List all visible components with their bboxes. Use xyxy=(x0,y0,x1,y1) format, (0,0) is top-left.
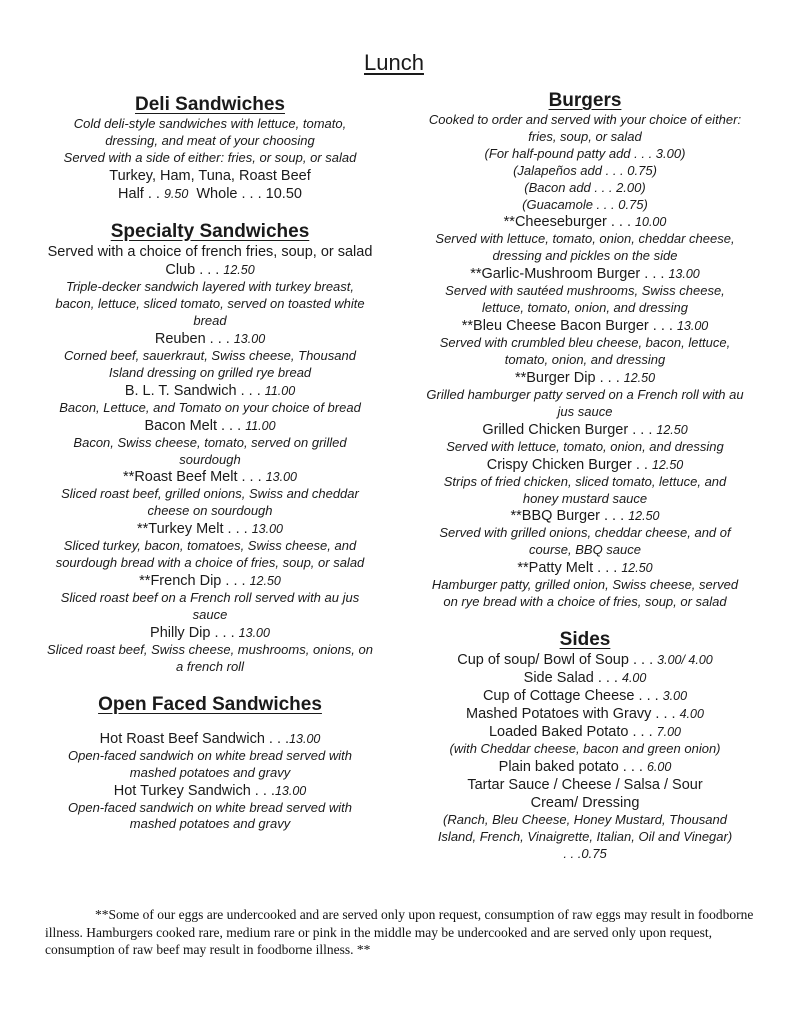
item-price: 13.00 xyxy=(676,319,709,334)
item-desc: Served with grilled onions, cheddar cheese, and of course, BBQ sauce xyxy=(439,525,731,558)
item-price: 10.00 xyxy=(635,215,667,230)
item-name: Reuben . . . xyxy=(154,330,230,347)
item-name: **Burger Dip . . . xyxy=(514,369,620,386)
side-item xyxy=(425,651,745,669)
side-item-desc: (with Cheddar cheese, bacon and green onion) xyxy=(449,741,721,757)
item-price: 13.00 xyxy=(251,522,283,537)
condiments-desc: (Ranch, Bleu Cheese, Honey Mustard, Thousand Island, French, Vinaigrette, Italian, Oil and Vinegar) xyxy=(437,811,733,844)
item-name: Grilled Chicken Burger . . . xyxy=(482,421,653,438)
item-name: Crispy Chicken Burger . . xyxy=(486,456,648,473)
section-title-open-faced: Open Faced Sandwiches xyxy=(98,693,322,715)
item-desc: Bacon, Lettuce, and Tomato on your choice of bread xyxy=(59,399,361,415)
condiments-price: . . .0.75 xyxy=(563,845,607,861)
item-name: Philly Dip . . . xyxy=(150,624,235,641)
item-desc: Hamburger patty, grilled onion, Swiss cheese, served on rye bread with a choice of fries, soup, or salad xyxy=(431,577,739,610)
item-name: Bacon Melt . . . xyxy=(144,417,242,434)
side-item xyxy=(425,687,745,705)
open-faced-sandwiches-section xyxy=(45,694,375,834)
item-desc: Corned beef, sauerkraut, Swiss cheese, Thousand Island dressing on grilled rye bread xyxy=(64,347,356,380)
item-desc: Sliced turkey, bacon, tomatoes, Swiss cheese, and sourdough bread with a choice of fries, soup, or salad xyxy=(55,538,365,571)
item-desc: Served with lettuce, tomato, onion, and dressing xyxy=(446,438,724,454)
item-price: 11.00 xyxy=(264,383,296,398)
deli-meats: Turkey, Ham, Tuna, Roast Beef xyxy=(109,167,311,184)
burger-addon: (For half-pound patty add . . . 3.00) xyxy=(484,145,686,161)
burger-addon: (Guacamole . . . 0.75) xyxy=(522,196,648,212)
item-price: 6.00 xyxy=(646,759,672,774)
item-price: 13.00 xyxy=(238,625,270,640)
section-title-burgers: Burgers xyxy=(548,90,622,111)
item-name: Hot Roast Beef Sandwich . . . xyxy=(99,730,290,747)
item-price: 13.00 xyxy=(265,470,297,485)
menu-item xyxy=(45,468,375,520)
menu-item xyxy=(425,265,745,317)
deli-desc-line: Cold deli-style sandwiches with lettuce, tomato, xyxy=(73,116,347,131)
item-price: 12.50 xyxy=(223,263,255,278)
item-desc: Triple-decker sandwich layered with turkey breast, bacon, lettuce, sliced tomato, served on toasted white bread xyxy=(55,279,365,329)
menu-item xyxy=(45,572,375,624)
item-price: 12.50 xyxy=(621,561,653,576)
menu-item xyxy=(425,456,745,508)
item-name: Club . . . xyxy=(165,262,220,279)
item-name: Loaded Baked Potato . . . xyxy=(488,724,653,741)
item-price: 13.00 xyxy=(233,331,266,346)
deli-half-label: Half . . xyxy=(118,185,160,202)
section-title-sides: Sides xyxy=(559,629,611,651)
menu-item xyxy=(45,782,375,834)
burger-addon: (Jalapeños add . . . 0.75) xyxy=(513,162,657,178)
item-desc: Grilled hamburger patty served on a French roll with au jus sauce xyxy=(426,386,744,419)
page-title: Lunch xyxy=(364,50,424,75)
item-price: 11.00 xyxy=(245,418,276,433)
menu-item xyxy=(45,520,375,572)
menu-item xyxy=(425,559,745,611)
item-name: **BBQ Burger . . . xyxy=(510,508,625,525)
item-desc: Served with crumbled bleu cheese, bacon, lettuce, tomato, onion, and dressing xyxy=(439,335,731,367)
deli-half-price: 9.50 xyxy=(163,186,189,201)
item-price: 13.00 xyxy=(274,783,307,798)
item-price: 12.50 xyxy=(628,509,660,524)
section-title-deli: Deli Sandwiches xyxy=(135,94,285,115)
item-name: **Garlic-Mushroom Burger . . . xyxy=(470,266,665,283)
item-name: **Patty Melt . . . xyxy=(517,560,618,577)
item-name: Cup of soup/ Bowl of Soup . . . xyxy=(457,652,654,669)
item-name: **Roast Beef Melt . . . xyxy=(123,469,262,486)
deli-prices xyxy=(45,185,375,203)
menu-item xyxy=(425,317,745,369)
item-price: 13.00 xyxy=(668,267,700,282)
menu-item xyxy=(45,382,375,417)
specialty-note: Served with a choice of french fries, soup, or salad xyxy=(47,243,373,260)
menu-item xyxy=(425,421,745,456)
item-name: Plain baked potato . . . xyxy=(498,758,643,775)
specialty-sandwiches-section xyxy=(45,221,375,676)
item-desc: Sliced roast beef, Swiss cheese, mushrooms, onions, on a french roll xyxy=(47,641,373,674)
section-title-specialty: Specialty Sandwiches xyxy=(110,220,310,242)
item-price: 3.00/ 4.00 xyxy=(657,653,713,668)
item-price: 4.00 xyxy=(679,707,704,722)
menu-item xyxy=(45,624,375,676)
item-name: Cup of Cottage Cheese . . . xyxy=(482,688,659,705)
item-price: 7.00 xyxy=(656,725,682,740)
item-desc: Served with lettuce, tomato, onion, cheddar cheese, dressing and pickles on the side xyxy=(435,231,735,264)
right-column xyxy=(425,90,745,863)
item-name: **French Dip . . . xyxy=(139,573,246,590)
food-safety-disclaimer: **Some of our eggs are undercooked and are served only upon request, consumption of raw eggs may result in foodborne illness. Hamburgers cooked rare, medium rare or pink in the middle may be undercooked and are served only upon request, consumption of raw beef may result in foodborne illness. ** xyxy=(45,907,754,957)
menu-item xyxy=(45,417,375,469)
menu-item xyxy=(45,730,375,782)
item-desc: Bacon, Swiss cheese, tomato, served on grilled sourdough xyxy=(73,434,347,467)
item-price: 4.00 xyxy=(622,671,647,686)
item-desc: Strips of fried chicken, sliced tomato, lettuce, and honey mustard sauce xyxy=(443,473,727,506)
item-price: 12.50 xyxy=(656,422,688,437)
item-desc: Open-faced sandwich on white bread served with mashed potatoes and gravy xyxy=(68,747,352,780)
menu-item xyxy=(425,213,745,265)
item-name: Mashed Potatoes with Gravy . . . xyxy=(466,706,676,723)
item-price: 12.50 xyxy=(651,457,684,472)
side-item xyxy=(425,669,745,687)
item-name: **Bleu Cheese Bacon Burger . . . xyxy=(461,318,673,335)
item-price: 12.50 xyxy=(249,574,281,589)
menu-item xyxy=(425,369,745,421)
item-price: 13.00 xyxy=(289,731,321,746)
item-name: **Turkey Melt . . . xyxy=(137,521,248,538)
item-desc: Served with sautéed mushrooms, Swiss cheese, lettuce, tomato, onion, and dressing xyxy=(445,283,725,316)
sides-section xyxy=(425,629,745,863)
item-name: Side Salad . . . xyxy=(523,670,618,687)
item-name: **Cheeseburger . . . xyxy=(503,214,632,231)
item-price: 3.00 xyxy=(662,689,688,704)
item-price: 12.50 xyxy=(623,370,656,385)
condiments-name: Tartar Sauce / Cheese / Salsa / Sour Cream/ Dressing xyxy=(467,776,703,811)
item-desc: Sliced roast beef on a French roll served with au jus sauce xyxy=(60,590,360,622)
item-desc: Sliced roast beef, grilled onions, Swiss and cheddar cheese on sourdough xyxy=(61,486,359,519)
burger-addon: (Bacon add . . . 2.00) xyxy=(524,179,646,195)
menu-item xyxy=(45,261,375,330)
deli-whole-label: Whole . . . 10.50 xyxy=(196,185,302,202)
item-name: Hot Turkey Sandwich . . . xyxy=(113,782,275,799)
item-desc: Open-faced sandwich on white bread served with mashed potatoes and gravy xyxy=(68,799,352,832)
left-column xyxy=(45,94,375,833)
side-item xyxy=(425,705,745,723)
deli-desc-line: Served with a side of either: fries, or soup, or salad xyxy=(63,149,357,165)
deli-sandwiches-section xyxy=(45,94,375,203)
deli-desc-line: dressing, and meat of your choosing xyxy=(105,132,315,148)
item-name: B. L. T. Sandwich . . . xyxy=(124,382,261,399)
side-item xyxy=(425,758,745,776)
side-item xyxy=(425,723,745,741)
burgers-desc: Cooked to order and served with your choice of either: fries, soup, or salad xyxy=(428,112,742,144)
burgers-section xyxy=(425,90,745,611)
menu-item xyxy=(45,330,375,382)
menu-item xyxy=(425,507,745,559)
